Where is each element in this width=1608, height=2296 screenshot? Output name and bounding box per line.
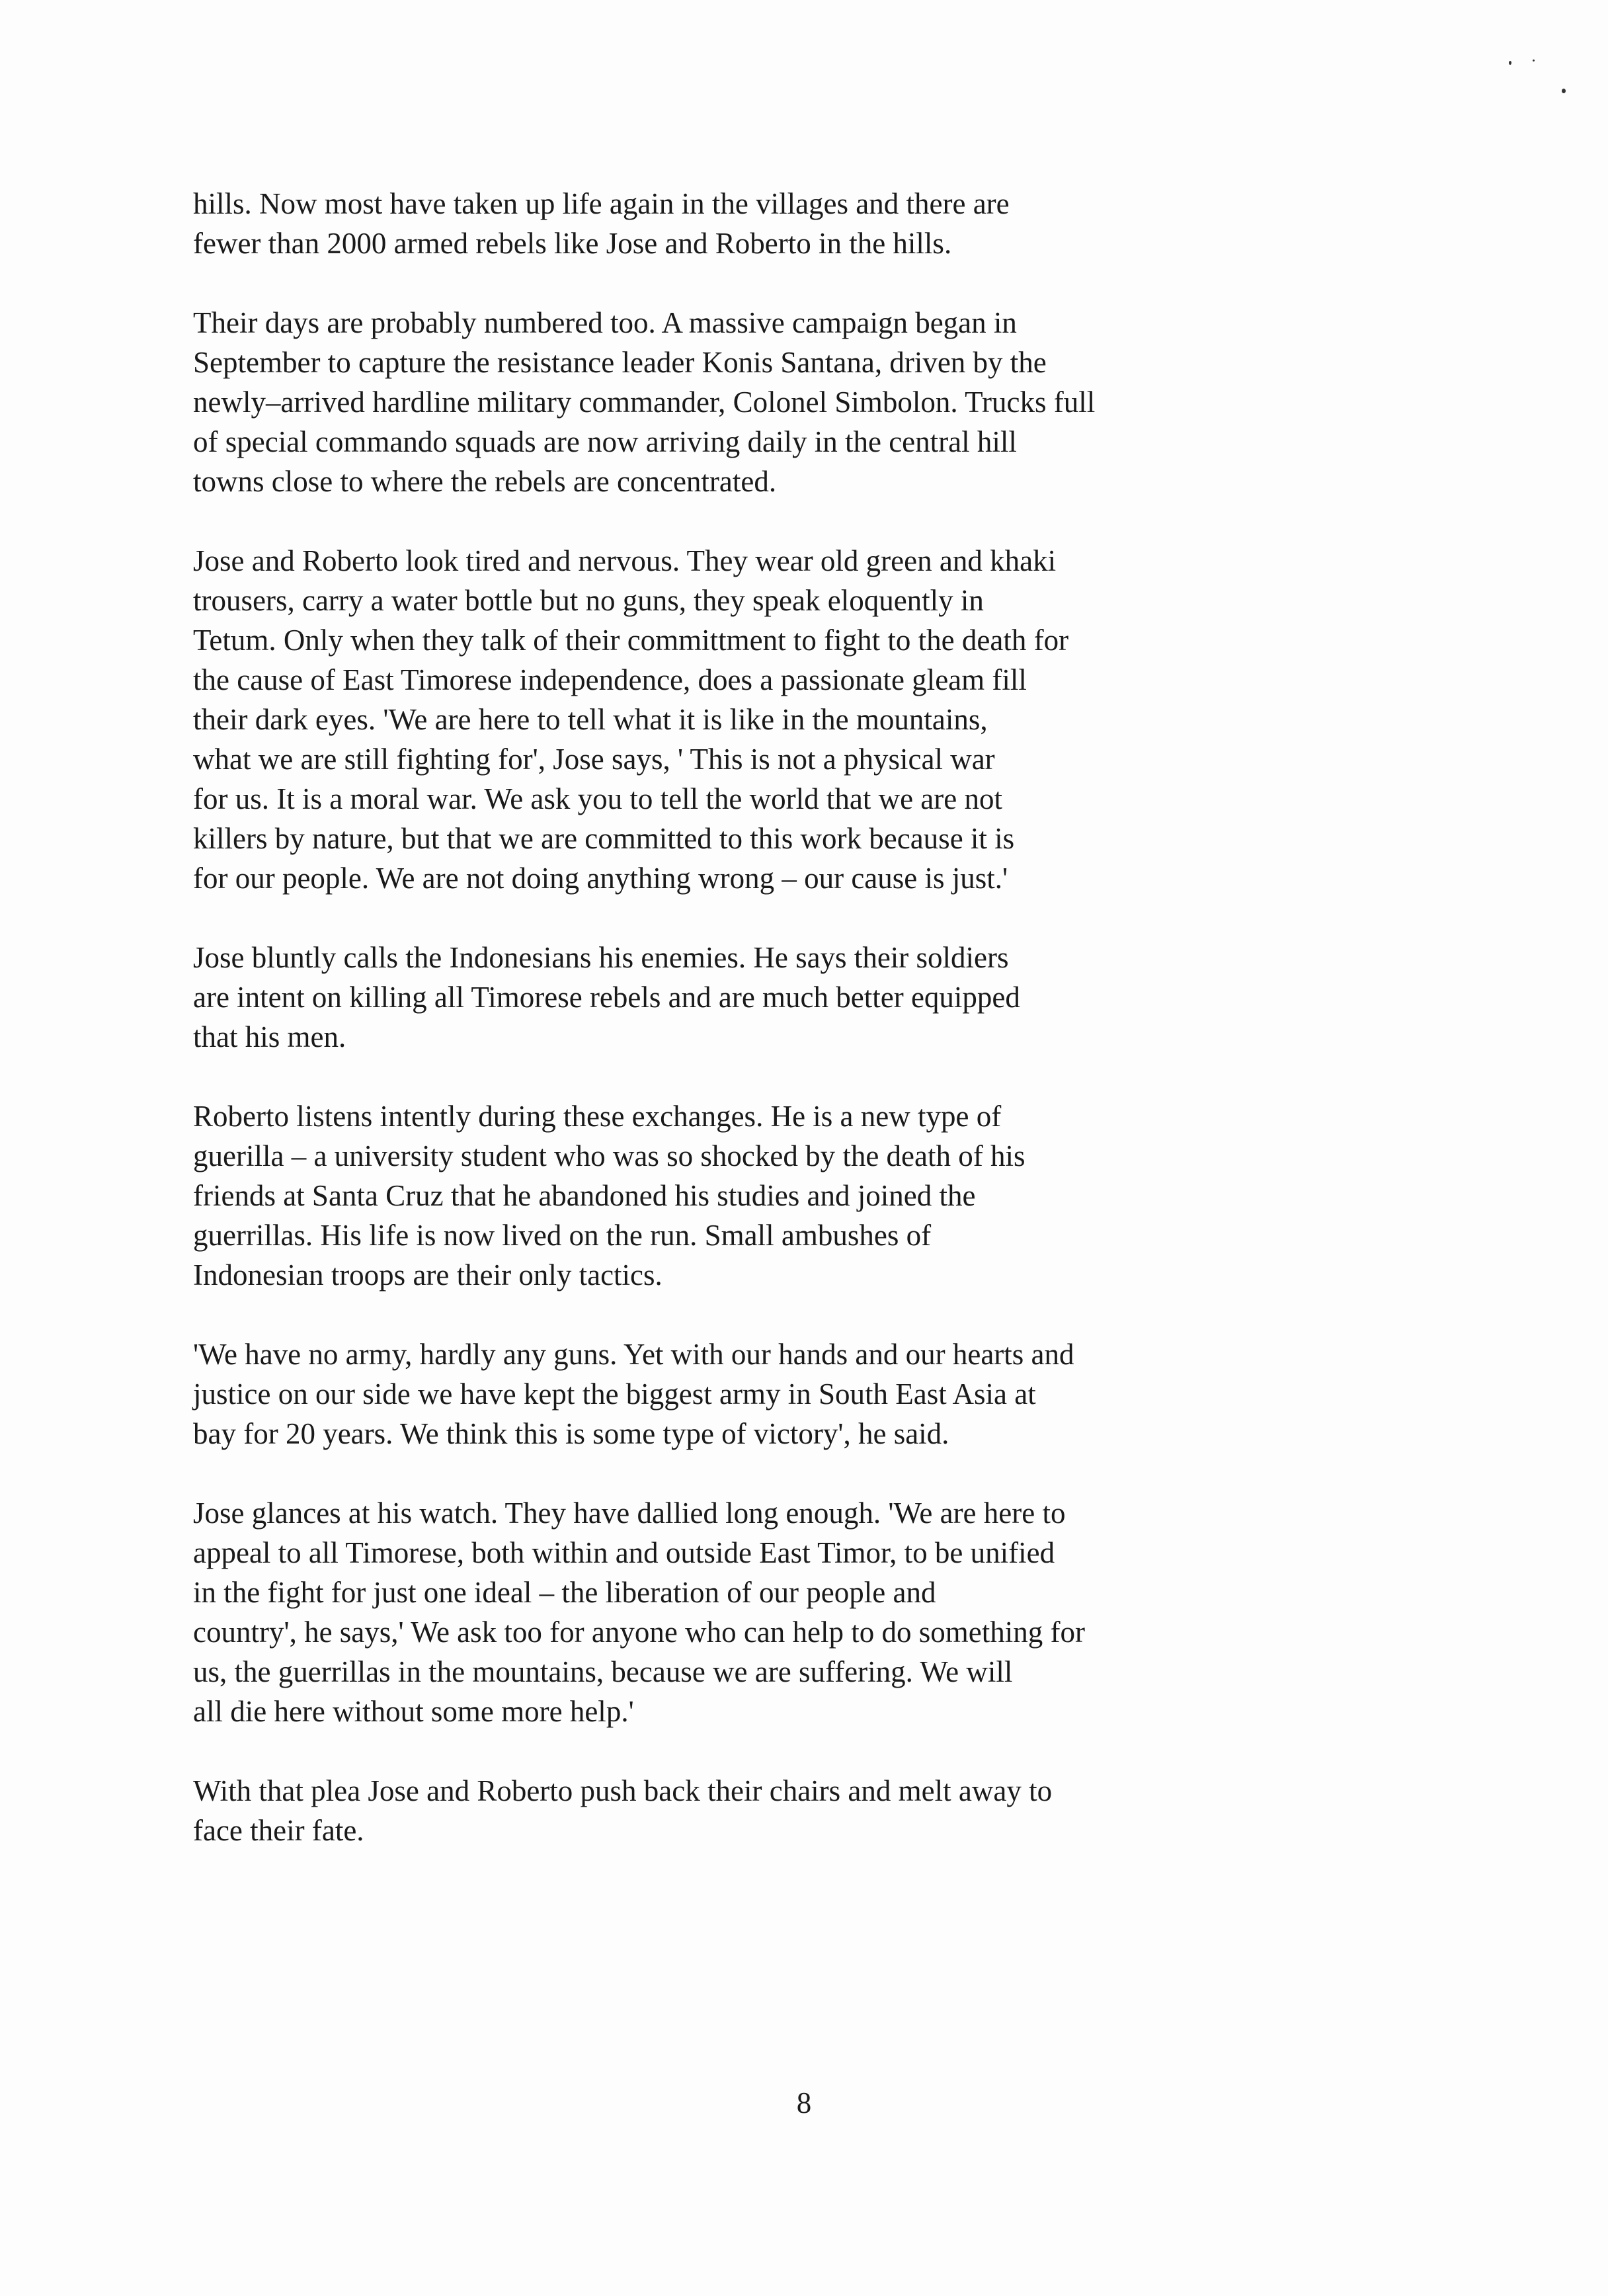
text-line: trousers, carry a water bottle but no guns, they speak eloquently in — [193, 584, 984, 617]
text-line: the cause of East Timorese independence, does a passionate gleam fill — [193, 663, 1027, 696]
scan-speck — [1509, 61, 1511, 65]
text-line: for our people. We are not doing anything wrong – our cause is just.' — [193, 862, 1008, 895]
text-line: hills. Now most have taken up life again in the villages and there are — [193, 187, 1010, 220]
text-line: 'We have no army, hardly any guns. Yet with our hands and our hearts and — [193, 1338, 1074, 1371]
text-line: guerrillas. His life is now lived on the run. Small ambushes of — [193, 1219, 932, 1252]
page-number: 8 — [796, 2086, 812, 2119]
text-line: appeal to all Timorese, both within and outside East Timor, to be unified — [193, 1536, 1055, 1569]
text-line: that his men. — [193, 1020, 346, 1053]
text-line: Jose glances at his watch. They have dallied long enough. 'We are here to — [193, 1496, 1066, 1530]
paragraph — [193, 1096, 1264, 1295]
paragraph — [193, 184, 1264, 263]
text-line: their dark eyes. 'We are here to tell what it is like in the mountains, — [193, 703, 988, 736]
scan-speck — [1533, 60, 1535, 62]
paragraph — [193, 541, 1264, 898]
text-line: September to capture the resistance leader Konis Santana, driven by the — [193, 346, 1047, 379]
paragraph — [193, 1334, 1264, 1454]
text-line: bay for 20 years. We think this is some type of victory', he said. — [193, 1417, 949, 1450]
text-line: Roberto listens intently during these exchanges. He is a new type of — [193, 1100, 1002, 1133]
text-line: Jose bluntly calls the Indonesians his enemies. He says their soldiers — [193, 941, 1009, 974]
paragraph — [193, 1493, 1264, 1731]
text-line: justice on our side we have kept the biggest army in South East Asia at — [193, 1377, 1036, 1411]
paragraph — [193, 303, 1264, 501]
text-line: in the fight for just one ideal – the liberation of our people and — [193, 1576, 936, 1609]
text-line: newly–arrived hardline military commander, Colonel Simbolon. Trucks full — [193, 386, 1096, 419]
text-line: guerilla – a university student who was so shocked by the death of his — [193, 1139, 1025, 1172]
text-line: all die here without some more help.' — [193, 1695, 634, 1728]
text-line: us, the guerrillas in the mountains, because we are suffering. We will — [193, 1655, 1013, 1688]
text-line: Tetum. Only when they talk of their committment to fight to the death for — [193, 624, 1069, 657]
text-line: Jose and Roberto look tired and nervous. They wear old green and khaki — [193, 544, 1057, 577]
text-line: face their fate. — [193, 1814, 364, 1847]
text-line: towns close to where the rebels are concentrated. — [193, 465, 777, 498]
text-line: for us. It is a moral war. We ask you to tell the world that we are not — [193, 782, 1002, 815]
text-line: country', he says,' We ask too for anyone who can help to do something for — [193, 1616, 1085, 1649]
body-text — [193, 184, 1264, 1890]
text-line: fewer than 2000 armed rebels like Jose and Roberto in the hills. — [193, 227, 952, 260]
text-line: With that plea Jose and Roberto push back their chairs and melt away to — [193, 1774, 1053, 1807]
paragraph — [193, 938, 1264, 1057]
text-line: are intent on killing all Timorese rebels and are much better equipped — [193, 981, 1020, 1014]
text-line: of special commando squads are now arriving daily in the central hill — [193, 425, 1017, 458]
paragraph — [193, 1771, 1264, 1850]
scan-speck — [1562, 89, 1566, 93]
text-line: Indonesian troops are their only tactics. — [193, 1258, 663, 1292]
text-line: friends at Santa Cruz that he abandoned his studies and joined the — [193, 1179, 976, 1212]
text-line: Their days are probably numbered too. A massive campaign began in — [193, 306, 1017, 339]
text-line: what we are still fighting for', Jose says, ' This is not a physical war — [193, 743, 995, 776]
text-line: killers by nature, but that we are committed to this work because it is — [193, 822, 1015, 855]
